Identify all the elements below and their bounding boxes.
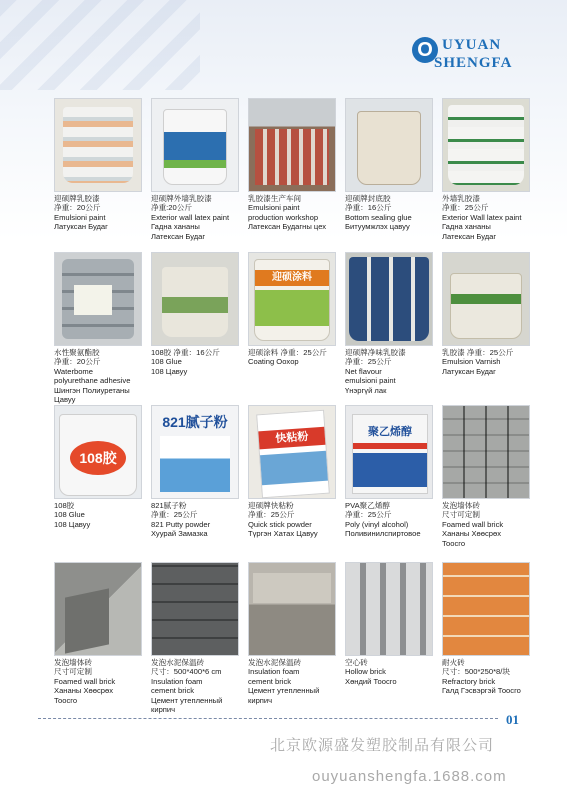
watermark-url: ouyuanshengfa.1688.com: [312, 768, 507, 785]
product-caption: 乳胶漆生产车间 Emulsioni paint production workshop Латексан Будагны цех: [248, 194, 327, 232]
product-image: [442, 252, 530, 346]
product-card: [151, 405, 243, 539]
product-caption: 迎硕牌快粘粉 净重：25公斤 Quick stick powder Түргэн Хатах Цавуу: [248, 501, 318, 539]
bag-label: 821腻子粉: [162, 414, 228, 430]
footer-divider: [38, 718, 498, 719]
corner-pattern: [0, 0, 200, 90]
product-image: [54, 252, 142, 346]
product-caption: 外墙乳胶漆 净重：25公斤 Exterior Wall latex paint Гадна хананы Латексан Будаг: [442, 194, 522, 241]
product-image: [54, 562, 142, 656]
product-card: [442, 405, 534, 548]
product-card: [345, 405, 437, 539]
product-card: [151, 252, 243, 376]
product-image: [345, 252, 433, 346]
product-image: [151, 252, 239, 346]
product-image: [248, 405, 336, 499]
product-card: [345, 98, 437, 232]
bucket-label: 108胶: [70, 441, 126, 475]
bag-label: 聚乙烯醇: [368, 426, 412, 438]
product-image: [248, 252, 336, 346]
product-caption: 108胶 净重：16公斤 108 Glue 108 Цавуу: [151, 348, 220, 376]
product-caption: 108胶 108 Glue 108 Цавуу: [54, 501, 91, 529]
product-image: [248, 562, 336, 656]
product-caption: 耐火砖 尺寸：500*250*8/块 Refractory brick Галд Гэсвэргэй Тоосго: [442, 658, 521, 696]
product-caption: 迎硕牌净味乳胶漆 净重：25公斤 Net flavour emulsioni paint Үнэргүй лак: [345, 348, 406, 395]
product-card: [54, 562, 146, 705]
product-caption: 821腻子粉 净重：25公斤 821 Putty powder Хуурай Замазка: [151, 501, 211, 539]
product-card: [442, 98, 534, 241]
product-card: [248, 562, 340, 705]
bag-label: 快粘粉: [258, 427, 325, 450]
product-card: [248, 405, 340, 539]
product-image: [442, 405, 530, 499]
product-image: [442, 562, 530, 656]
product-caption: 发泡水泥保温砖 Insulation foam cement brick Цемент утепленный кирпич: [248, 658, 320, 705]
product-card: [345, 562, 437, 686]
watermark-company: 北京欧源盛发塑胶制品有限公司: [270, 737, 495, 754]
product-card: [442, 252, 534, 376]
product-caption: PVA聚乙烯醇 净重：25公斤 Poly (vinyl alcohol) Поливинилспиртовое: [345, 501, 421, 539]
product-card: [248, 98, 340, 232]
product-card: [54, 405, 146, 529]
product-card: [54, 98, 146, 232]
product-image: [151, 98, 239, 192]
product-caption: 迎硕牌乳胶漆 净重：20公斤 Emulsioni paint Латуксан Будаг: [54, 194, 108, 232]
page-number: 01: [506, 712, 519, 727]
product-card: [442, 562, 534, 696]
product-caption: 发泡水泥保温砖 尺寸：500*400*6 cm Insulation foam cement brick Цемент утепленный кирпич: [151, 658, 223, 715]
product-caption: 迎硕牌封底胶 净重：16公斤 Bottom sealing glue Битуумжлэх цавуу: [345, 194, 412, 232]
product-card: [345, 252, 437, 395]
product-card: [151, 562, 243, 714]
product-image: [345, 405, 433, 499]
product-caption: 发泡墙体砖 尺寸可定制 Foamed wall brick Хананы Хөөсрөх Тоосго: [442, 501, 504, 548]
logo-letter: O: [412, 37, 438, 63]
product-caption: 迎硕涂料 净重：25公斤 Coating Ооxор: [248, 348, 327, 367]
brand-logo: [412, 35, 532, 79]
product-image: [248, 98, 336, 192]
product-caption: 水性聚氨酯胶 净重：20公斤 Waterbome polyurethane adhesive Шингэн Полиуретаны Цавуу: [54, 348, 131, 405]
bucket-label: 迎硕涂料: [255, 270, 329, 286]
product-image: [345, 98, 433, 192]
product-image: [54, 405, 142, 499]
product-image: [345, 562, 433, 656]
product-image: [442, 98, 530, 192]
logo-line-2: SHENGFA: [434, 55, 513, 71]
product-caption: 乳胶漆 净重：25公斤 Emulsion Varnish Латуксан Будаг: [442, 348, 514, 376]
product-card: [54, 252, 146, 404]
product-caption: 迎硕牌外墙乳胶漆 净重:20公斤 Exterior wall latex paint Гадна хананы Латексан Будаг: [151, 194, 230, 241]
product-card: [151, 98, 243, 241]
product-image: [54, 98, 142, 192]
product-card: [248, 252, 340, 367]
product-image: [151, 405, 239, 499]
product-image: [151, 562, 239, 656]
logo-line-1: UYUAN: [442, 37, 502, 53]
product-caption: 空心砖 Hollow brick Хөндий Тоосго: [345, 658, 397, 686]
product-caption: 发泡墙体砖 尺寸可定制 Foamed wall brick Хананы Хөөсрөх Тоосго: [54, 658, 116, 705]
